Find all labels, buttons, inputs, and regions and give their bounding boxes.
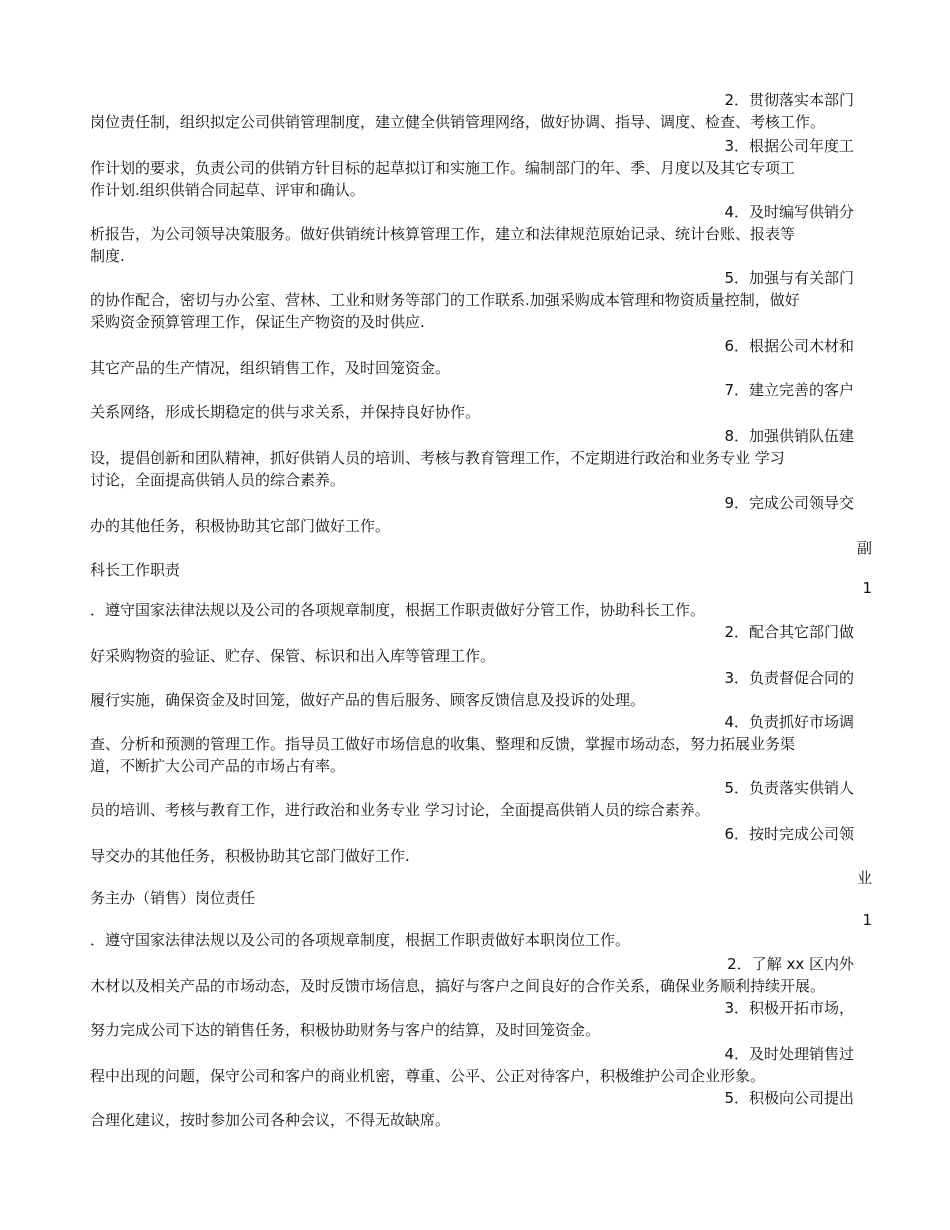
text-line-10: 的协作配合，密切与办公室、营林、工业和财务等部门的工作联系.加强采购成本管理和物资质量控制，做好 bbox=[90, 291, 800, 309]
text-line-16: 8．加强供销队伍建 bbox=[724, 427, 854, 445]
text-line-7: 析报告，为公司领导决策服务。做好供销统计核算管理工作，建立和法律规范原始记录、统计台账、报表等 bbox=[90, 225, 796, 243]
text-line-32: 5．负责落实供销人 bbox=[724, 779, 854, 797]
text-line-35: 导交办的其他任务，积极协助其它部门做好工作. bbox=[90, 847, 410, 865]
text-line-5: 作计划.组织供销合同起草、评审和确认。 bbox=[90, 181, 365, 199]
text-line-46: 5．积极向公司提出 bbox=[724, 1089, 854, 1107]
text-line-34: 6．按时完成公司领 bbox=[724, 825, 854, 843]
text-line-20: 办的其他任务，积极协助其它部门做好工作。 bbox=[90, 517, 391, 535]
text-line-8: 制度. bbox=[90, 247, 125, 265]
text-line-27: 3．负责督促合同的 bbox=[724, 669, 854, 687]
text-line-37: 务主办（销售）岗位责任 bbox=[90, 889, 256, 907]
text-line-3: 3．根据公司年度工 bbox=[724, 137, 854, 155]
text-line-9: 5．加强与有关部门 bbox=[724, 269, 854, 287]
text-line-19: 9．完成公司领导交 bbox=[724, 494, 854, 512]
text-line-12: 6．根据公司木材和 bbox=[724, 337, 854, 355]
text-line-29: 4．负责抓好市场调 bbox=[724, 713, 854, 731]
text-line-30: 查、分析和预测的管理工作。指导员工做好市场信息的收集、整理和反馈，掌握市场动态，努力拓展业务渠 bbox=[90, 735, 796, 753]
text-line-15: 关系网络，形成长期稳定的供与求关系，并保持良好协作。 bbox=[90, 403, 481, 421]
text-line-4: 作计划的要求，负责公司的供销方针目标的起草拟订和实施工作。编制部门的年、季、月度以及其它专项工 bbox=[90, 159, 796, 177]
text-line-13: 其它产品的生产情况，组织销售工作，及时回笼资金。 bbox=[90, 359, 451, 377]
text-line-14: 7．建立完善的客户 bbox=[724, 381, 854, 399]
text-line-31: 道，不断扩大公司产品的市场占有率。 bbox=[90, 757, 346, 775]
text-line-22: 科长工作职责 bbox=[90, 561, 181, 579]
text-line-33: 员的培训、考核与教育工作，进行政治和业务专业 学习讨论，全面提高供销人员的综合素养。 bbox=[90, 801, 710, 819]
text-line-28: 履行实施，确保资金及时回笼，做好产品的售后服务、顾客反馈信息及投诉的处理。 bbox=[90, 691, 646, 709]
text-line-1: 2．贯彻落实本部门 bbox=[724, 91, 854, 109]
text-line-6: 4．及时编写供销分 bbox=[724, 203, 854, 221]
text-line-40: 2．了解 xx 区内外 bbox=[727, 955, 854, 973]
text-line-41: 木材以及相关产品的市场动态，及时反馈市场信息，搞好与客户之间良好的合作关系，确保业务顺利持续开展。 bbox=[90, 977, 826, 995]
text-line-25: 2．配合其它部门做 bbox=[724, 623, 854, 641]
text-line-38: 1 bbox=[862, 911, 872, 929]
text-line-47: 合理化建议，按时参加公司各种会议，不得无故缺席。 bbox=[90, 1111, 451, 1129]
text-line-45: 程中出现的问题，保守公司和客户的商业机密，尊重、公平、公正对待客户，积极维护公司企业形象。 bbox=[90, 1067, 766, 1085]
text-line-44: 4．及时处理销售过 bbox=[724, 1045, 854, 1063]
text-line-26: 好采购物资的验证、贮存、保管、标识和出入库等管理工作。 bbox=[90, 647, 496, 665]
text-line-42: 3．积极开拓市场， bbox=[724, 999, 854, 1017]
text-line-17: 设，提倡创新和团队精神，抓好供销人员的培训、考核与教育管理工作，不定期进行政治和业务专业 学习 bbox=[90, 449, 785, 467]
text-line-24: ．遵守国家法律法规以及公司的各项规章制度，根据工作职责做好分管工作，协助科长工作。 bbox=[90, 601, 706, 619]
text-line-23: 1 bbox=[862, 579, 872, 597]
text-line-2: 岗位责任制，组织拟定公司供销管理制度，建立健全供销管理网络，做好协调、指导、调度、检查、考核工作。 bbox=[90, 113, 826, 131]
text-line-39: ．遵守国家法律法规以及公司的各项规章制度，根据工作职责做好本职岗位工作。 bbox=[90, 931, 631, 949]
text-line-18: 讨论，全面提高供销人员的综合素养。 bbox=[90, 471, 346, 489]
text-line-11: 采购资金预算管理工作，保证生产物资的及时供应. bbox=[90, 313, 425, 331]
text-line-43: 努力完成公司下达的销售任务，积极协助财务与客户的结算，及时回笼资金。 bbox=[90, 1021, 601, 1039]
text-line-36: 业 bbox=[856, 869, 872, 887]
text-line-21: 副 bbox=[856, 539, 872, 557]
